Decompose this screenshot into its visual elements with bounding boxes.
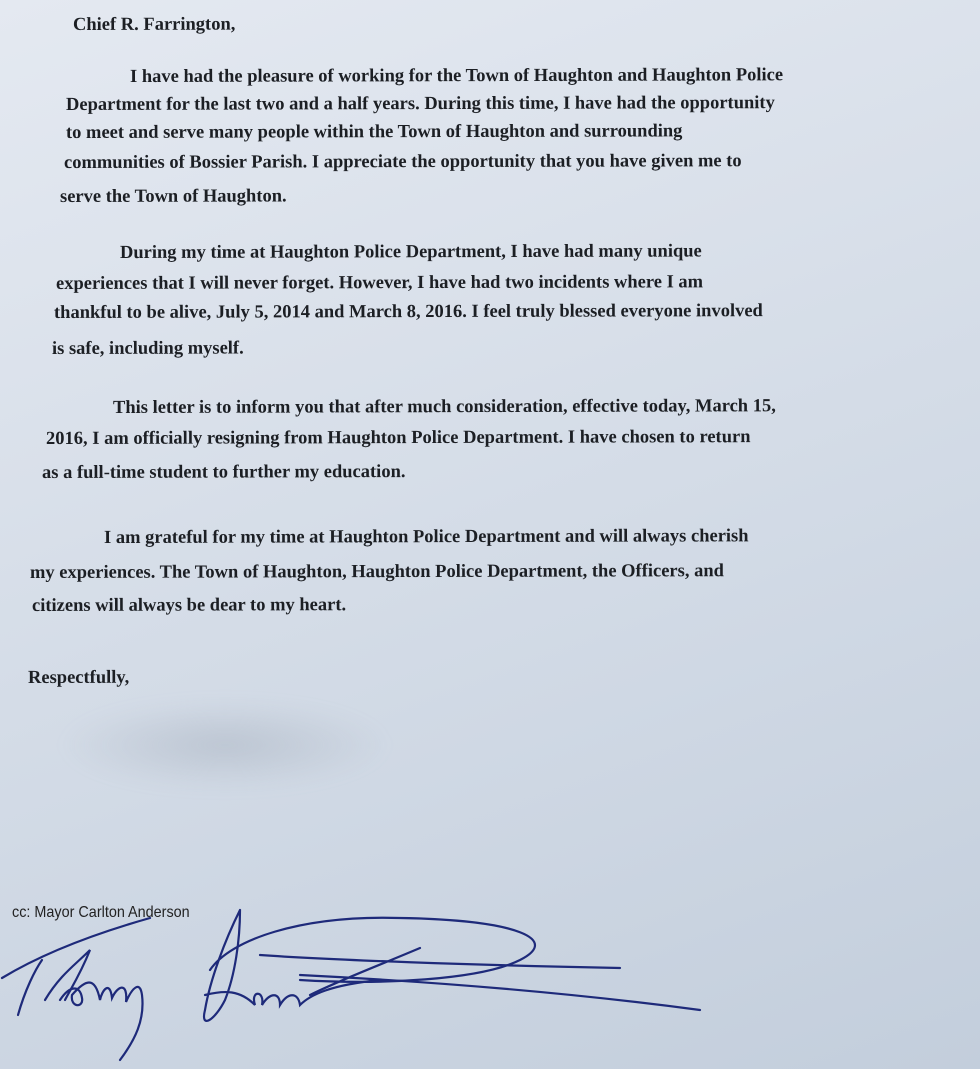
salutation: Chief R. Farrington,: [72, 14, 236, 35]
text-line: During my time at Haughton Police Department, I have had many unique: [119, 241, 702, 263]
signature-stroke: [300, 975, 700, 1010]
signature-stroke: [210, 918, 535, 982]
closing: Respectfully,: [27, 667, 130, 688]
cc-line: cc: Mayor Carlton Anderson: [12, 904, 190, 921]
redacted-area: [60, 700, 390, 790]
signature-stroke: [310, 948, 420, 995]
text-line: my experiences. The Town of Haughton, Haughton Police Department, the Officers, and: [29, 561, 724, 583]
text-line: serve the Town of Haughton.: [59, 186, 287, 207]
text-line: to meet and serve many people within the Town of Haughton and surrounding: [65, 121, 683, 143]
signature-stroke: [60, 983, 143, 1061]
handwritten-signature: [0, 880, 720, 1069]
text-line: experiences that I will never forget. However, I have had two incidents where I am: [55, 272, 704, 294]
text-line: thankful to be alive, July 5, 2014 and March 8, 2016. I feel truly blessed everyone involved: [53, 301, 763, 323]
text-line: as a full-time student to further my education.: [41, 462, 406, 483]
text-line: Department for the last two and a half years. During this time, I have had the opportunity: [65, 93, 775, 115]
text-line: I have had the pleasure of working for the Town of Haughton and Haughton Police: [129, 65, 784, 87]
text-line: This letter is to inform you that after much consideration, effective today, March 15,: [112, 396, 776, 418]
text-line: I am grateful for my time at Haughton Police Department and will always cherish: [103, 526, 749, 548]
text-line: 2016, I am officially resigning from Haughton Police Department. I have chosen to return: [45, 427, 751, 449]
text-line: communities of Bossier Parish. I appreciate the opportunity that you have given me to: [63, 151, 742, 173]
text-line: citizens will always be dear to my heart.: [31, 595, 347, 616]
signature-stroke: [260, 955, 620, 968]
signature-stroke: [2, 918, 150, 978]
text-line: is safe, including myself.: [51, 338, 244, 359]
